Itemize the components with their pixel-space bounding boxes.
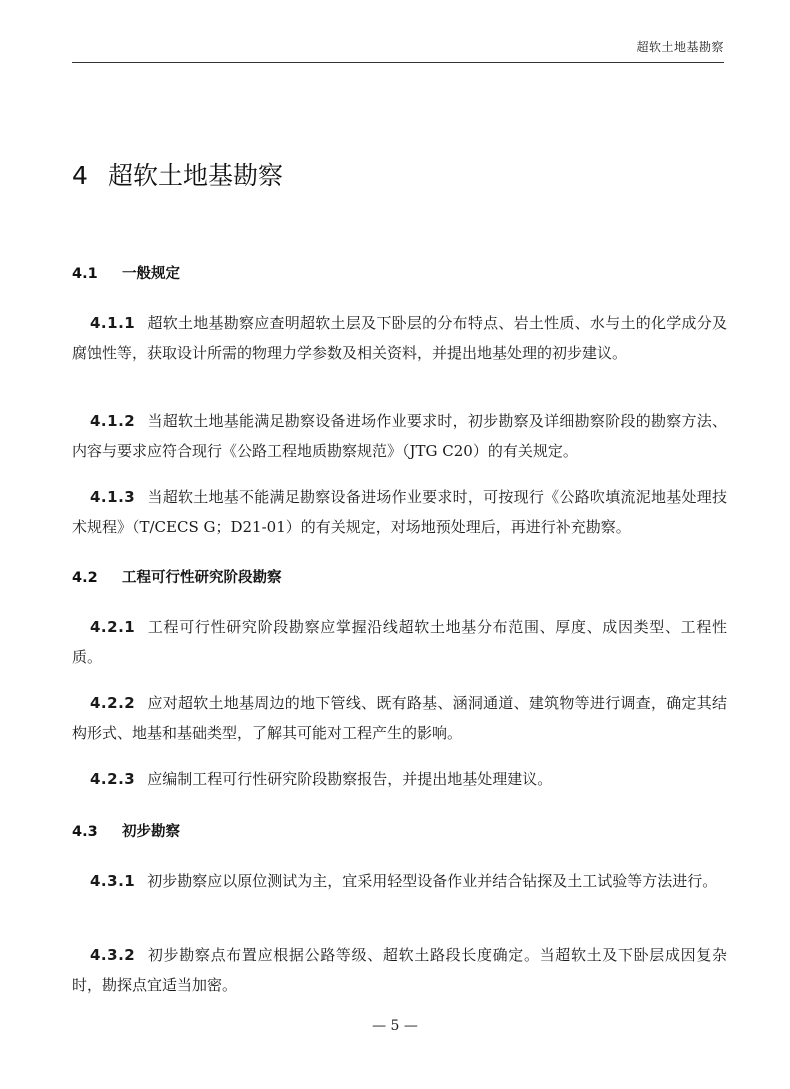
clause-4-2-1 [72, 612, 727, 672]
clause-text: 当超软土地基不能满足勘察设备进场作业要求时，可按现行《公路吹填流泥地基处理技术规程》（T/CECS G；D21-01）的有关规定，对场地预处理后，再进行补充勘察。 [72, 488, 727, 536]
clause-4-2-3 [72, 764, 727, 794]
section-heading-4-2 [72, 566, 282, 587]
section-title: 工程可行性研究阶段勘察 [122, 570, 282, 586]
chapter-title-text: 超软土地基勘察 [108, 161, 284, 190]
section-number: 4.1 [72, 266, 98, 282]
header-rule [72, 62, 724, 63]
clause-4-1-3 [72, 482, 727, 542]
section-heading-4-3 [72, 820, 180, 841]
clause-number: 4.1.1 [90, 314, 136, 332]
clause-text: 应对超软土地基周边的地下管线、既有路基、涵洞通道、建筑物等进行调查，确定其结构形式、地基和基础类型，了解其可能对工程产生的影响。 [72, 694, 727, 742]
section-number: 4.3 [72, 824, 98, 840]
clause-4-1-1 [72, 308, 727, 368]
clause-number: 4.3.2 [90, 946, 136, 964]
clause-number: 4.2.1 [90, 618, 136, 636]
clause-number: 4.3.1 [90, 872, 136, 890]
clause-4-3-2 [72, 940, 727, 1000]
clause-text: 初步勘察应以原位测试为主，宜采用轻型设备作业并结合钻探及土工试验等方法进行。 [147, 872, 718, 890]
clause-number: 4.1.2 [90, 412, 136, 430]
section-number: 4.2 [72, 570, 98, 586]
clause-text: 超软土地基勘察应查明超软土层及下卧层的分布特点、岩土性质、水与土的化学成分及腐蚀性等，获取设计所需的物理力学参数及相关资料，并提出地基处理的初步建议。 [72, 314, 727, 362]
clause-4-3-1 [72, 866, 727, 896]
chapter-number: 4 [72, 161, 88, 190]
clause-number: 4.2.3 [90, 770, 136, 788]
chapter-title [72, 156, 283, 192]
clause-4-2-2 [72, 688, 727, 748]
clause-text: 当超软土地基能满足勘察设备进场作业要求时，初步勘察及详细勘察阶段的勘察方法、内容与要求应符合现行《公路工程地质勘察规范》（JTG C20）的有关规定。 [72, 412, 727, 460]
clause-number: 4.1.3 [90, 488, 136, 506]
clause-4-1-2 [72, 406, 727, 466]
clause-text: 应编制工程可行性研究阶段勘察报告，并提出地基处理建议。 [147, 770, 553, 788]
clause-number: 4.2.2 [90, 694, 136, 712]
section-title: 初步勘察 [122, 824, 180, 840]
running-head: 超软土地基勘察 [636, 40, 724, 54]
section-title: 一般规定 [122, 266, 180, 282]
clause-text: 工程可行性研究阶段勘察应掌握沿线超软土地基分布范围、厚度、成因类型、工程性质。 [72, 618, 727, 666]
section-heading-4-1 [72, 262, 180, 283]
page-number: — 5 — [372, 1018, 418, 1034]
clause-text: 初步勘察点布置应根据公路等级、超软土路段长度确定。当超软土及下卧层成因复杂时，勘探点宜适当加密。 [72, 946, 727, 994]
